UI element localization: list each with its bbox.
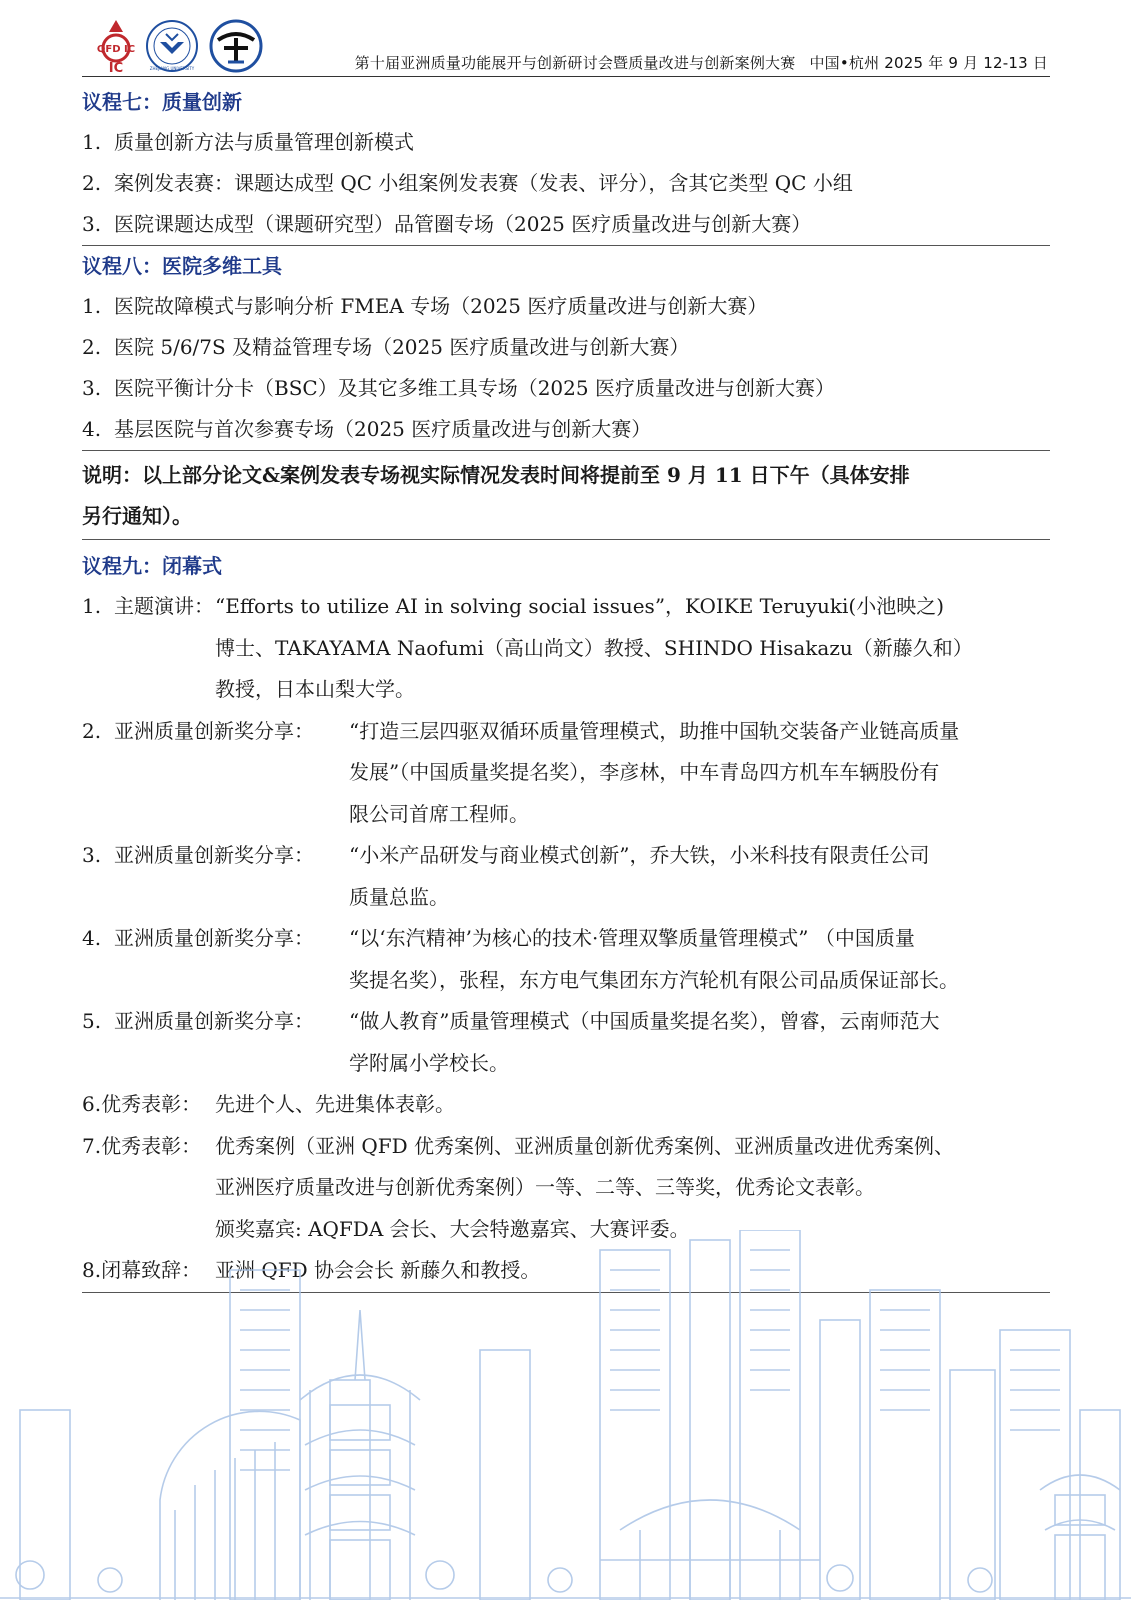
item-number: 2.: [82, 171, 102, 195]
item-line: “Efforts to utilize AI in solving social issues”，KOIKE Teruyuki(小池映之): [215, 594, 945, 618]
item-text: [349, 835, 1050, 918]
item-label: [82, 1001, 349, 1084]
item-text: 质量创新方法与质量管理创新模式: [114, 130, 414, 154]
item-text: 医院课题达成型（课题研究型）品管圈专场（2025 医疗质量改进与创新大赛）: [114, 212, 812, 236]
item-line: 亚洲医疗质量改进与创新优秀案例）一等、二等、三等奖，优秀论文表彰。: [215, 1175, 875, 1199]
conference-name: 第十届亚洲质量功能展开与创新研讨会暨质量改进与创新案例大赛: [354, 54, 796, 72]
item-number: 7.: [82, 1133, 102, 1158]
agenda9-title: 议程九：闭幕式: [82, 554, 222, 578]
item-line: 优秀案例（亚洲 QFD 优秀案例、亚洲质量创新优秀案例、亚洲质量改进优秀案例、: [215, 1133, 955, 1158]
item-number: 4.: [82, 417, 102, 441]
item-line: 质量总监。: [349, 884, 449, 909]
item-text: [349, 918, 1050, 1001]
item-number: 3.: [82, 376, 102, 400]
item-number: 5.: [82, 1009, 102, 1033]
item-line: 先进个人、先进集体表彰。: [215, 1092, 455, 1116]
agenda8-item: [82, 368, 1050, 409]
item-line: 发展”（中国质量奖提名奖），李彦林，中车青岛四方机车车辆股份有: [349, 760, 940, 784]
section-divider: [82, 1292, 1050, 1293]
item-label-text: 主题演讲：: [114, 594, 214, 618]
agenda9-item-keynote: [82, 586, 1050, 711]
agenda7-title: 议程七：质量创新: [82, 90, 242, 114]
item-text: [215, 1126, 1050, 1251]
item-text: [215, 586, 1050, 711]
qfdic-logo: [94, 18, 138, 74]
schedule-note: [82, 451, 1050, 539]
item-number: 2.: [82, 718, 102, 743]
item-number: 1.: [82, 594, 102, 618]
agenda9-item-award-share: [82, 918, 1050, 1001]
item-label-text: 亚洲质量创新奖分享：: [114, 718, 314, 743]
item-text: 医院故障模式与影响分析 FMEA 专场（2025 医疗质量改进与创新大赛）: [114, 294, 768, 318]
item-number: 6.: [82, 1092, 102, 1116]
agenda9-item-award-share: [82, 711, 1050, 836]
item-line: “小米产品研发与商业模式创新”，乔大铁，小米科技有限责任公司: [349, 843, 930, 867]
qfdic-logo-text: QFD IC: [96, 44, 136, 55]
item-text: 医院 5/6/7S 及精益管理专场（2025 医疗质量改进与创新大赛）: [114, 335, 690, 359]
item-text: [215, 1084, 1050, 1126]
agenda7-item: [82, 204, 1050, 245]
conference-location-date: 中国•杭州 2025 年 9 月 12-13 日: [809, 54, 1048, 72]
item-label: [82, 711, 349, 836]
item-number: 2.: [82, 335, 102, 359]
agenda8-title: 议程八：医院多维工具: [82, 254, 282, 278]
item-line: 奖提名奖），张程，东方电气集团东方汽轮机有限公司品质保证部长。: [349, 967, 959, 992]
item-number: 8.: [82, 1258, 102, 1282]
agenda9-item-honor: [82, 1084, 1050, 1126]
item-label: [82, 1084, 215, 1126]
item-number: 3.: [82, 843, 102, 867]
item-label-text: 优秀表彰：: [101, 1133, 202, 1158]
header-title: [341, 52, 1048, 73]
svg-text:IC: IC: [108, 61, 124, 74]
item-number: 3.: [82, 212, 102, 236]
item-label-text: 亚洲质量创新奖分享：: [114, 843, 314, 867]
agenda7-item: [82, 122, 1050, 163]
agenda8-item: [82, 409, 1050, 450]
item-line: 颁奖嘉宾: AQFDA 会长、大会特邀嘉宾、大赛评委。: [215, 1216, 690, 1241]
page-header: [82, 14, 1050, 77]
item-line: 学附属小学校长。: [349, 1050, 509, 1075]
section-divider: [82, 539, 1050, 540]
agenda9-item-award-share: [82, 1001, 1050, 1084]
item-number: 4.: [82, 926, 102, 950]
item-text: 基层医院与首次参赛专场（2025 医疗质量改进与创新大赛）: [114, 417, 652, 441]
note-line: 说明：以上部分论文&案例发表专场视实际情况发表时间将提前至 9 月 11 日下午（具体安排: [82, 463, 910, 487]
item-line: 亚洲 QFD 协会会长 新藤久和教授。: [215, 1258, 541, 1282]
item-text: [349, 1001, 1050, 1084]
item-text: 案例发表赛：课题达成型 QC 小组案例发表赛（发表、评分），含其它类型 QC 小组: [114, 171, 853, 195]
agenda9-item-honor: [82, 1126, 1050, 1251]
item-label-text: 优秀表彰：: [101, 1092, 202, 1116]
item-label: [82, 835, 349, 918]
item-label: [82, 1126, 215, 1251]
agenda8-item: [82, 286, 1050, 327]
item-line: 限公司首席工程师。: [349, 801, 529, 826]
item-line: 教授，日本山梨大学。: [215, 677, 415, 701]
agenda9-item-award-share: [82, 835, 1050, 918]
zhejiang-university-logo: [144, 18, 200, 74]
university-logo-text: ZHEJIANG UNIVERSITY: [149, 66, 195, 71]
item-label: [82, 1250, 215, 1292]
agenda8-item: [82, 327, 1050, 368]
note-line: 另行通知）。: [82, 504, 192, 528]
item-label-text: 亚洲质量创新奖分享：: [114, 926, 314, 950]
association-logo: [208, 18, 264, 74]
item-line: “做人教育”质量管理模式（中国质量奖提名奖），曾睿，云南师范大: [349, 1009, 940, 1033]
item-label: [82, 918, 349, 1001]
item-line: 博士、TAKAYAMA Naofumi（高山尚文）教授、SHINDO Hisakazu（新藤久和）: [215, 635, 973, 660]
item-number: 1.: [82, 294, 102, 318]
item-number: 1.: [82, 130, 102, 154]
agenda-content: [82, 82, 1050, 1293]
item-line: “以‘东汽精神’为核心的技术·管理双擎质量管理模式” （中国质量: [349, 926, 915, 950]
item-label: [82, 586, 215, 711]
item-line: “打造三层四驱双循环质量管理模式，助推中国轨交装备产业链高质量: [349, 718, 960, 743]
item-label-text: 闭幕致辞：: [101, 1258, 202, 1282]
item-label-text: 亚洲质量创新奖分享：: [114, 1009, 314, 1033]
item-text: [349, 711, 1050, 836]
item-text: 医院平衡计分卡（BSC）及其它多维工具专场（2025 医疗质量改进与创新大赛）: [114, 376, 835, 400]
agenda9-item-closing: [82, 1250, 1050, 1292]
agenda7-item: [82, 163, 1050, 204]
item-text: [215, 1250, 1050, 1292]
